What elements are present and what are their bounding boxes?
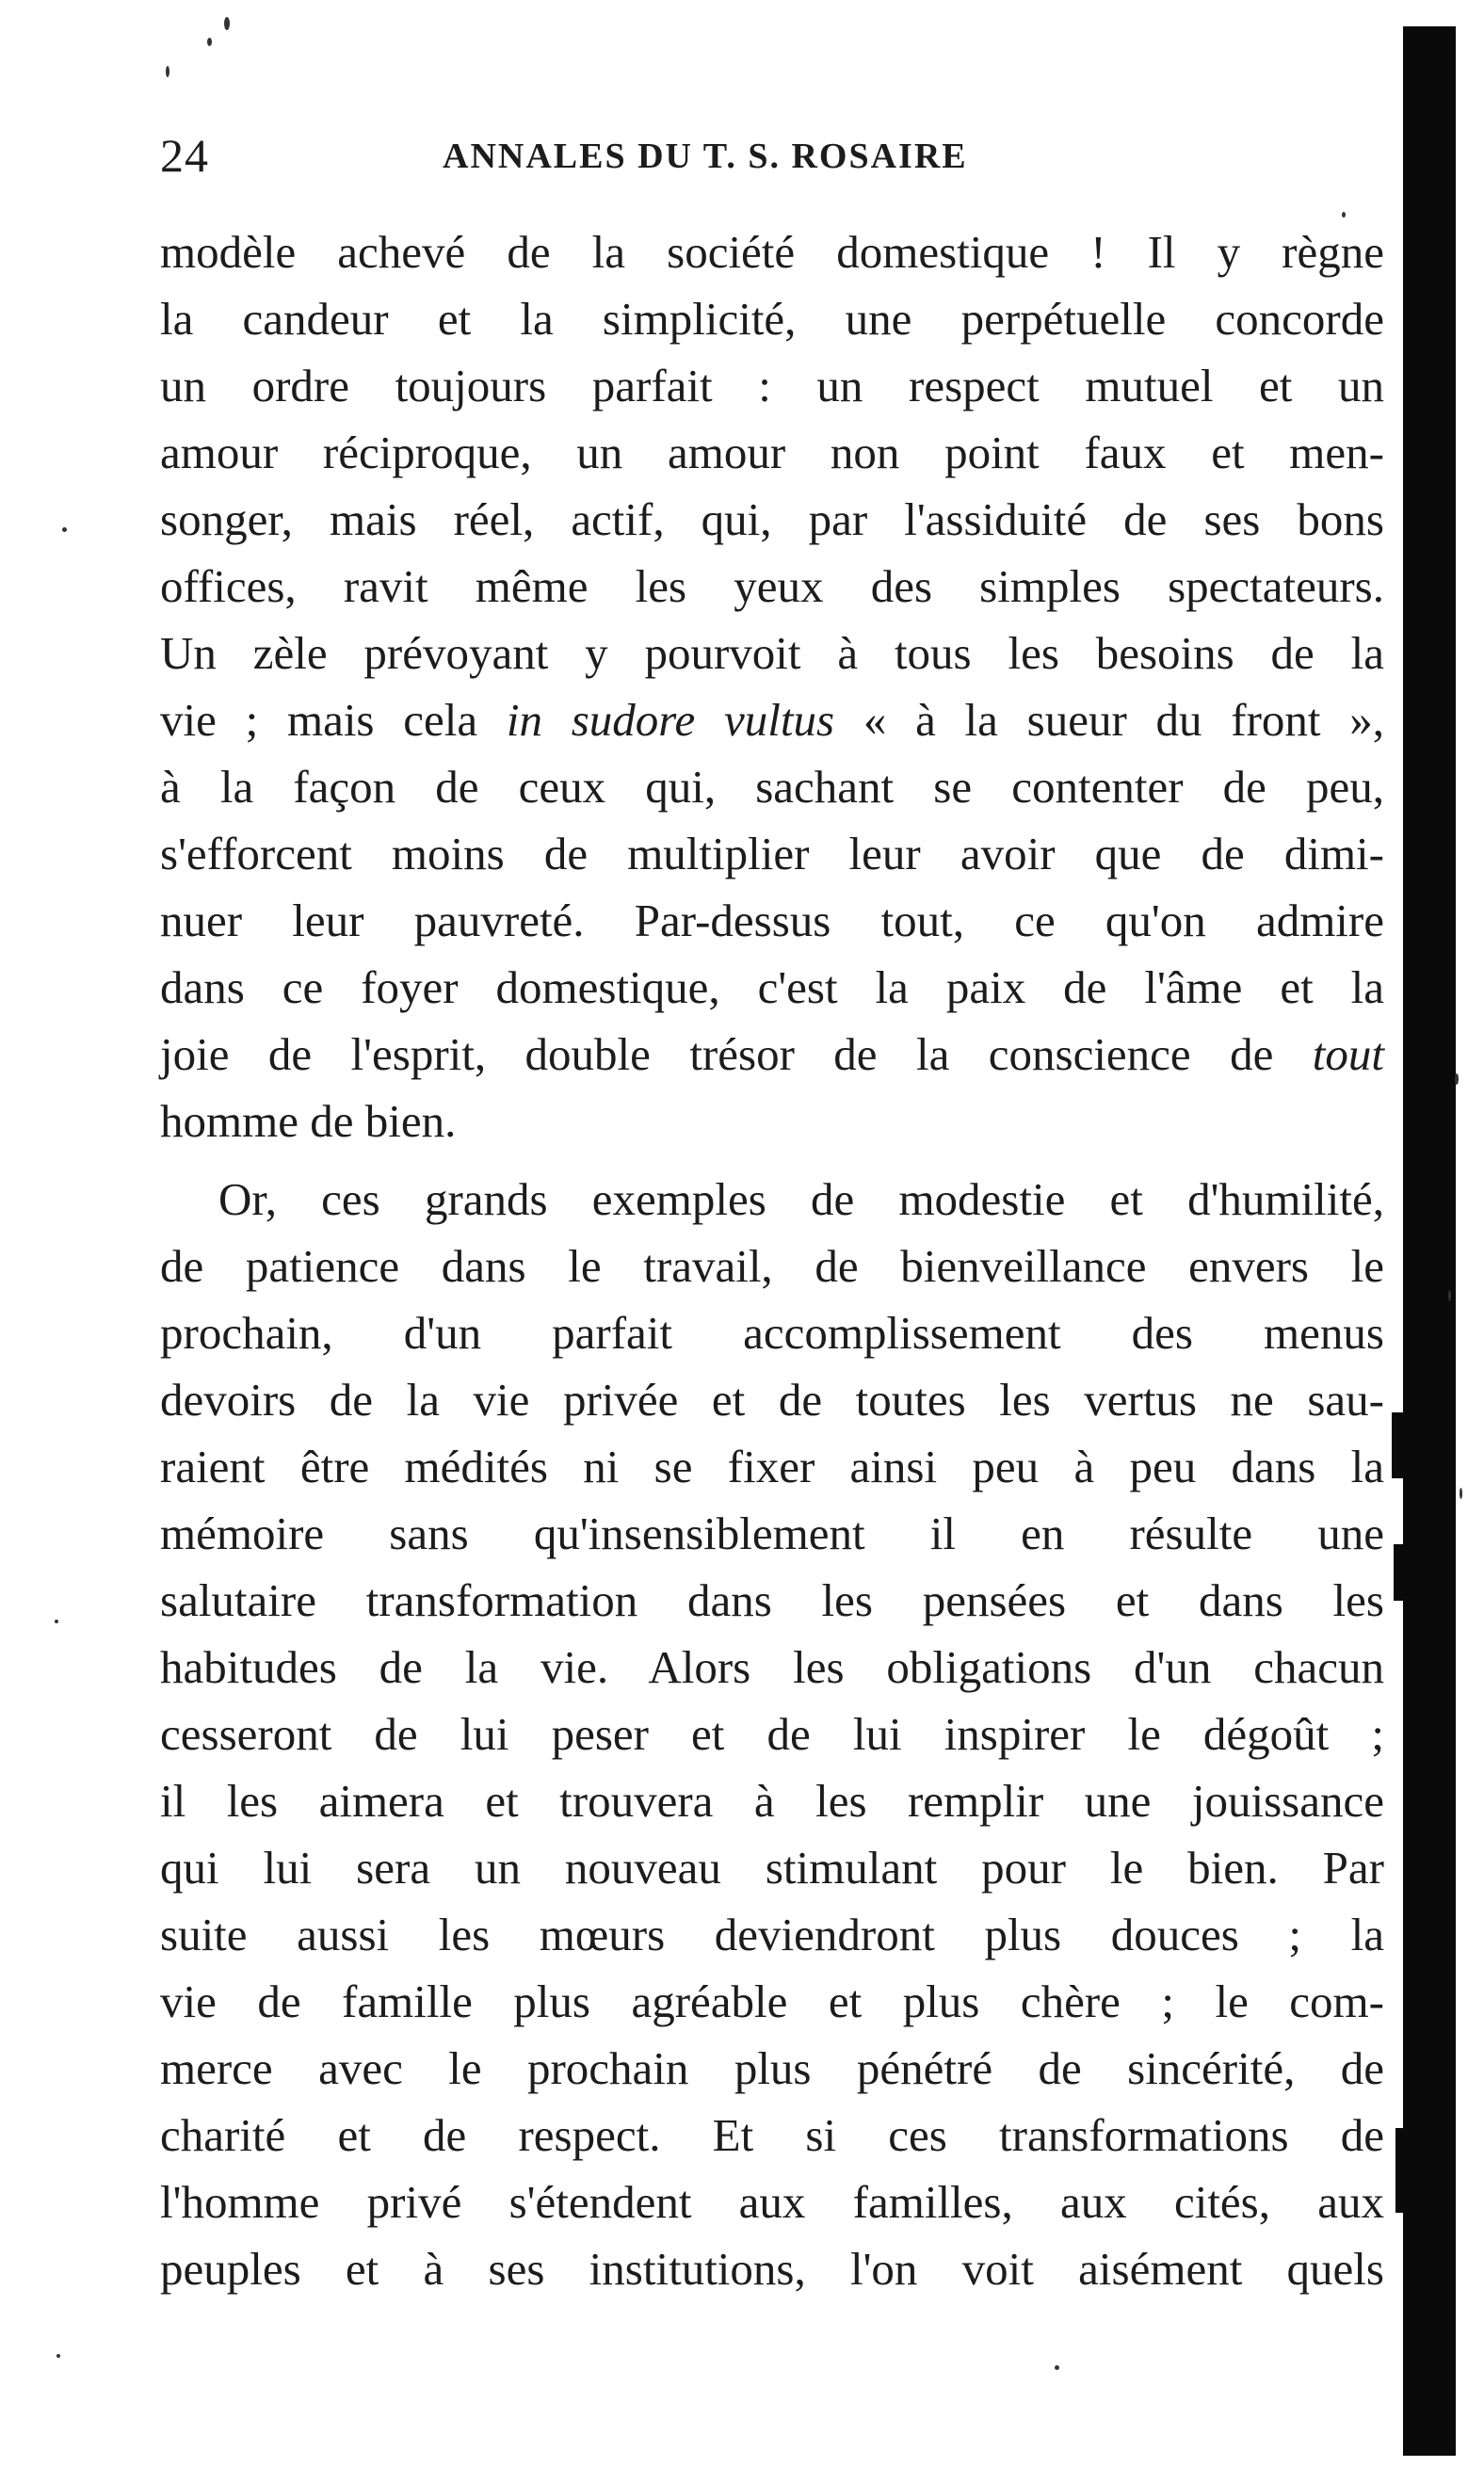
- scan-speck: [1342, 212, 1346, 218]
- text-line: Or, ces grands exemples de modestie et d'humilité,: [218, 1173, 1384, 1225]
- paragraph-1: [160, 218, 1384, 1154]
- text-line: cesseront de lui peser et de lui inspirer le dégoût ;: [160, 1708, 1384, 1760]
- text-line: songer, mais réel, actif, qui, par l'assiduité de ses bons: [160, 493, 1384, 545]
- text-line: la candeur et la simplicité, une perpétuelle concorde: [160, 293, 1384, 345]
- scan-edge-bar: [1403, 26, 1456, 2456]
- text-line: homme de bien.: [160, 1095, 457, 1147]
- text-line: s'efforcent moins de multiplier leur avoir que de dimi-: [160, 828, 1384, 879]
- text-line: offices, ravit même les yeux des simples spectateurs.: [160, 560, 1384, 612]
- text-line: suite aussi les mœurs deviendront plus douces ; la: [160, 1909, 1384, 1960]
- page-number: 24: [160, 129, 209, 182]
- text-line: raient être médités ni se fixer ainsi peu à peu dans la: [160, 1441, 1384, 1492]
- text-line: l'homme privé s'étendent aux familles, aux cités, aux: [160, 2176, 1384, 2228]
- text-line: prochain, d'un parfait accomplissement des menus: [160, 1307, 1384, 1359]
- text-line: Un zèle prévoyant y pourvoit à tous les besoins de la: [160, 627, 1384, 679]
- scan-edge-notch: [1392, 1412, 1405, 1478]
- scan-speck: [62, 527, 67, 532]
- text-segment: joie de l'esprit, double trésor de la conscience de: [160, 1028, 1274, 1080]
- text-line: habitudes de la vie. Alors les obligations d'un chacun: [160, 1641, 1384, 1693]
- italic-word: tout: [1312, 1028, 1384, 1080]
- page-header: [160, 121, 1384, 196]
- scan-edge-notch: [1394, 1544, 1405, 1601]
- scan-speck: [166, 66, 169, 77]
- text-line: qui lui sera un nouveau stimulant pour le bien. Par: [160, 1842, 1384, 1894]
- text-line: nuer leur pauvreté. Par-dessus tout, ce qu'on admire: [160, 895, 1384, 946]
- text-line: salutaire transformation dans les pensées et dans les: [160, 1574, 1384, 1626]
- scan-speck: [1448, 1290, 1451, 1301]
- text-line: de patience dans le travail, de bienveillance envers le: [160, 1240, 1384, 1292]
- text-segment: vie ; mais cela: [160, 694, 478, 746]
- text-line: merce avec le prochain plus pénétré de sincérité, de: [160, 2042, 1384, 2094]
- text-line: mémoire sans qu'insensiblement il en résulte une: [160, 1508, 1384, 1559]
- scan-speck: [1055, 2365, 1059, 2370]
- body-text: [160, 218, 1384, 2302]
- text-line: un ordre toujours parfait : un respect mutuel et un: [160, 360, 1384, 411]
- text-line: dans ce foyer domestique, c'est la paix de l'âme et la: [160, 961, 1384, 1013]
- text-line-with-italic: [160, 1021, 1384, 1088]
- italic-phrase: in sudore vultus: [506, 694, 835, 746]
- text-line: modèle achevé de la société domestique ! Il y règne: [160, 226, 1384, 278]
- scan-speck: [207, 38, 212, 46]
- scan-speck: [55, 1620, 58, 1623]
- scan-speck: [1460, 1488, 1462, 1499]
- text-line: charité et de respect. Et si ces transformations de: [160, 2109, 1384, 2161]
- text-line: à la façon de ceux qui, sachant se contenter de peu,: [160, 761, 1384, 813]
- text-line: devoirs de la vie privée et de toutes les vertus ne sau-: [160, 1374, 1384, 1426]
- scan-speck: [224, 17, 230, 30]
- text-line: peuples et à ses institutions, l'on voit aisément quels: [160, 2243, 1384, 2295]
- text-segment: « à la sueur du front »,: [863, 694, 1385, 746]
- text-line-with-italic: [160, 686, 1384, 753]
- scan-speck: [56, 2354, 60, 2358]
- running-title: ANNALES DU T. S. ROSAIRE: [443, 137, 968, 176]
- scan-edge-notch: [1395, 2128, 1405, 2213]
- text-line: amour réciproque, un amour non point faux et men-: [160, 427, 1384, 478]
- text-line: vie de famille plus agréable et plus chère ; le com-: [160, 1975, 1384, 2027]
- paragraph-2: [160, 1166, 1384, 2302]
- text-line: il les aimera et trouvera à les remplir une jouissance: [160, 1775, 1384, 1827]
- scan-speck: [1455, 1073, 1459, 1085]
